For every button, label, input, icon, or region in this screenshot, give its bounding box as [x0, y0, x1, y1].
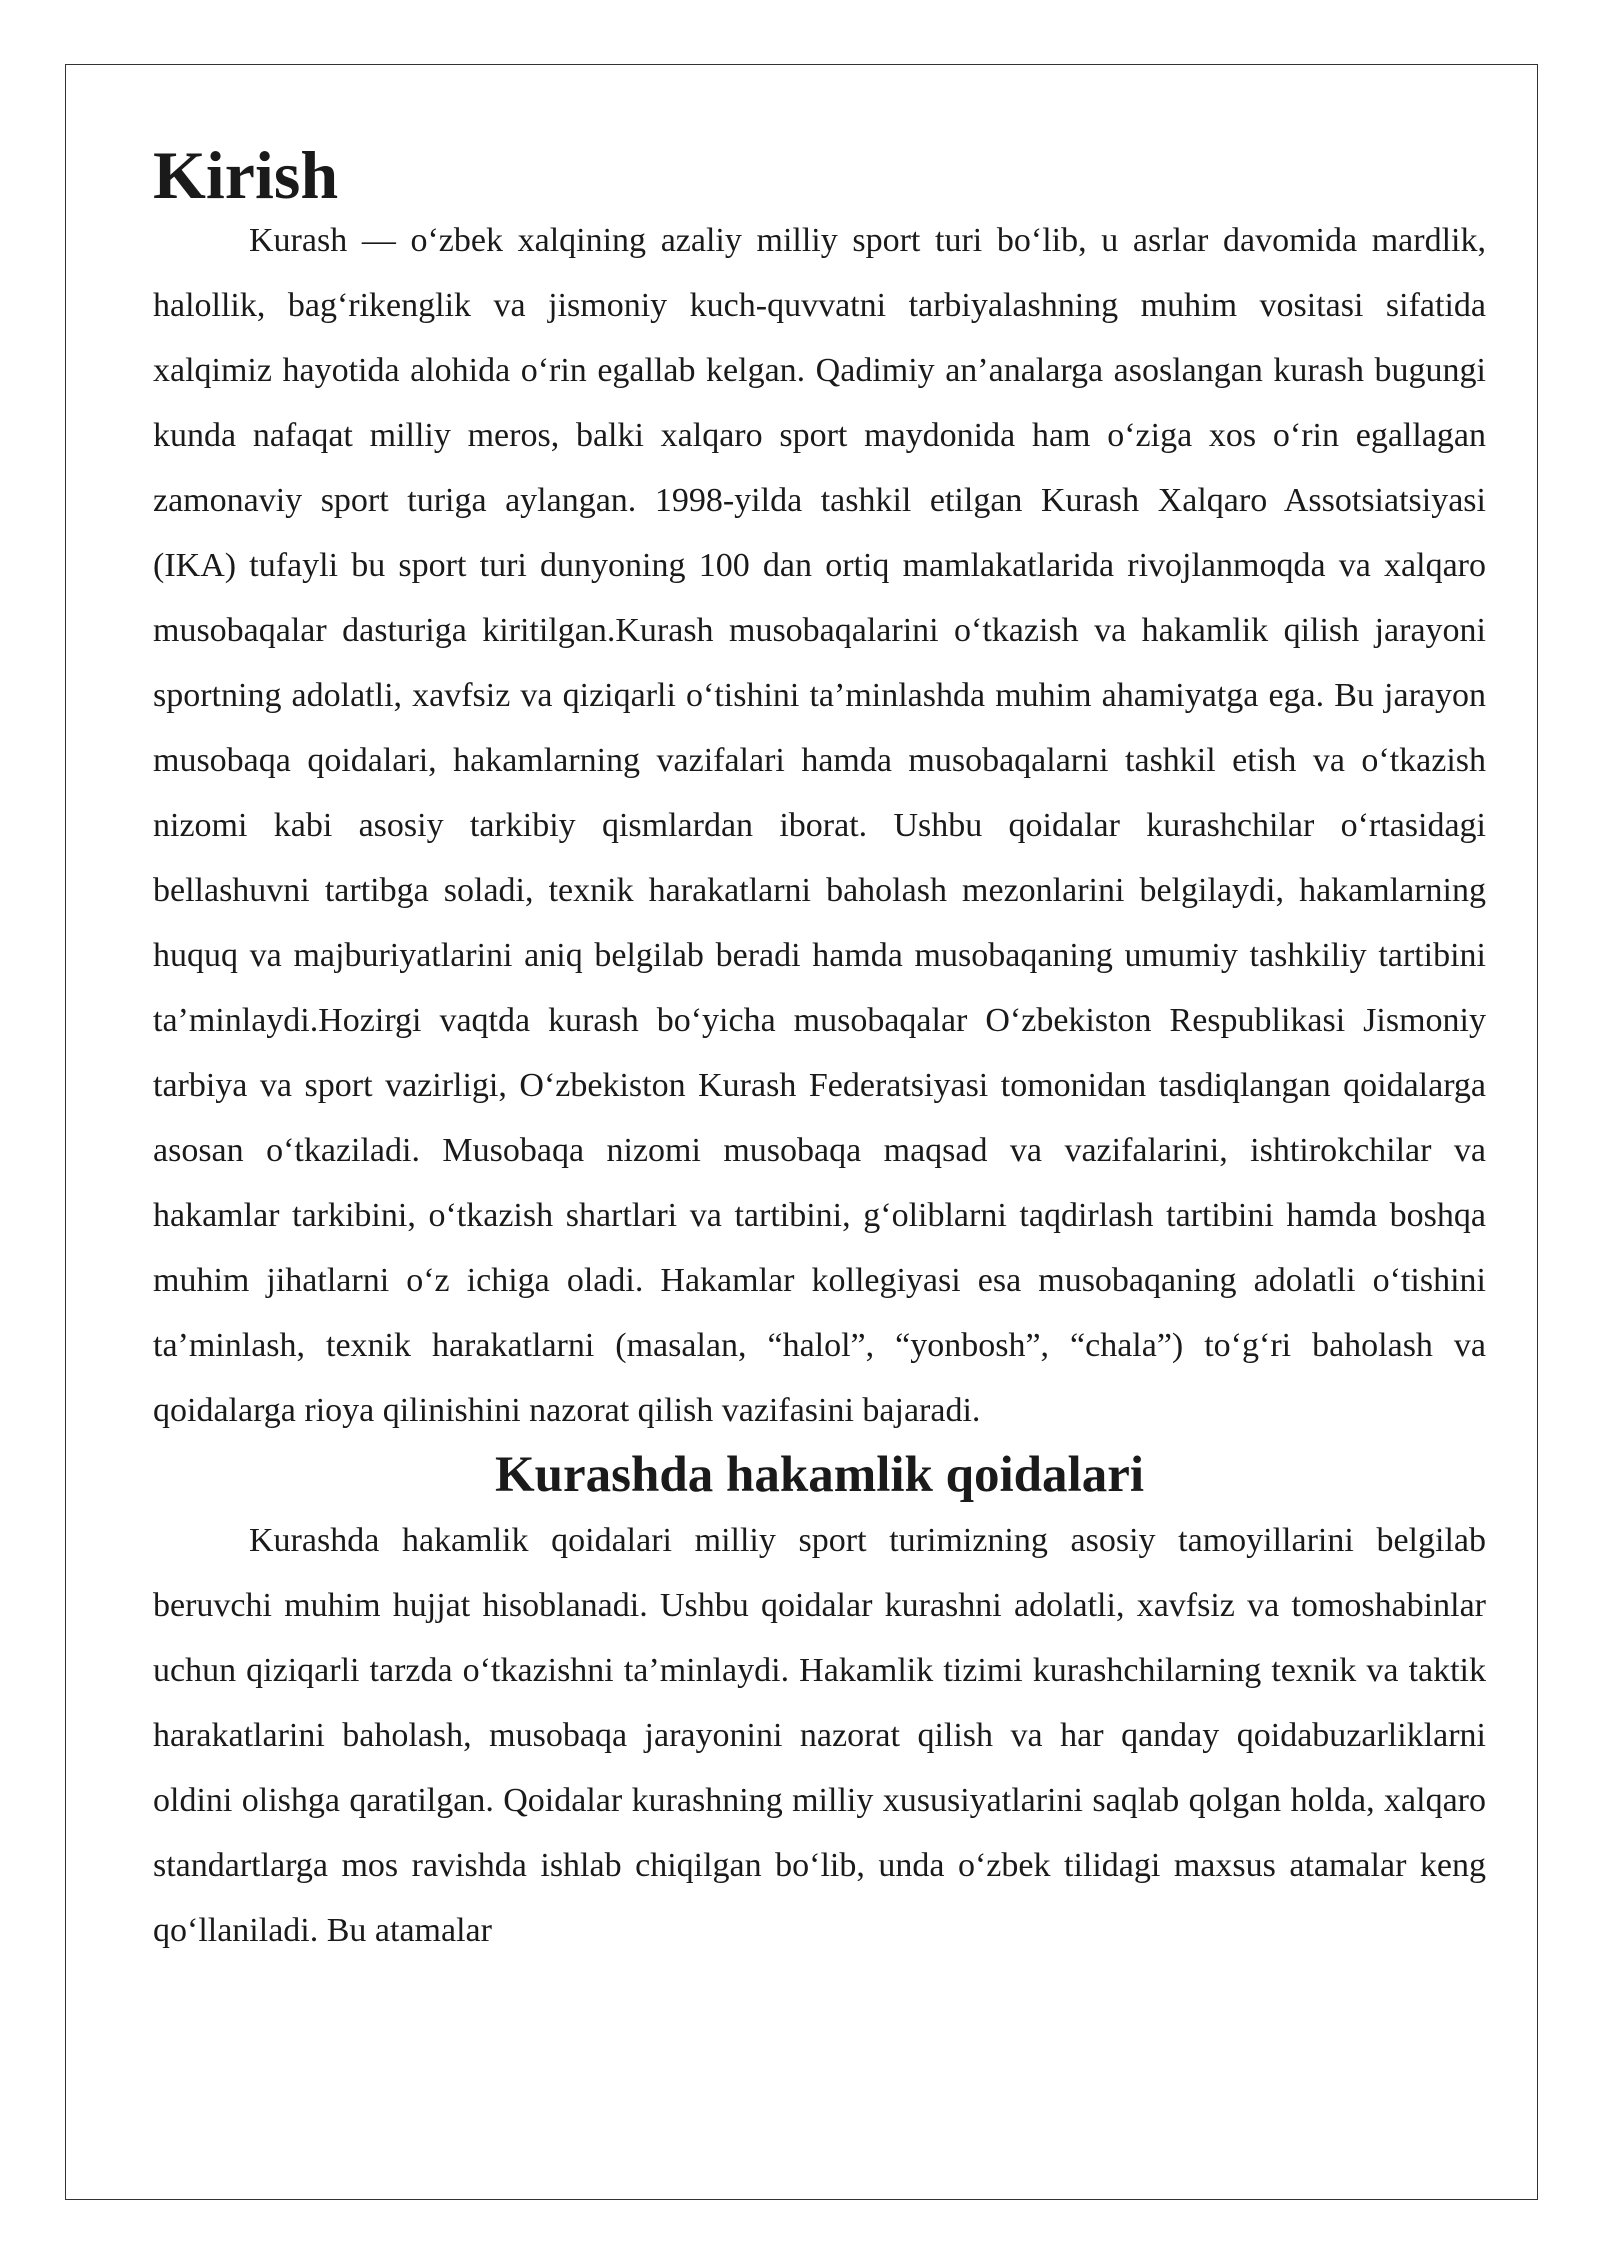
intro-heading: Kirish: [153, 137, 339, 213]
section-heading: Kurashda hakamlik qoidalari: [494, 1447, 1145, 1503]
section-paragraph: Kurashda hakamlik qoidalari milliy sport turimizning asosiy tamoyillarini belgilab beruvchi muhim hujjat hisoblanadi. Ushbu qoidalar kurashni adolatli, xavfsiz va tomoshabinlar uchun qiziqarli tarzda o‘tkazishni ta’minlaydi. Hakamlik tizimi kurashchilarning texnik va taktik harakatlarini baholash, musobaqa jarayonini nazorat qilish va har qanday qoidabuzarliklarni oldini olishga qaratilgan. Qoidalar kurashning milliy xususiyatlarini saqlab qolgan holda, xalqaro standartlarga mos ravishda ishlab chiqilgan bo‘lib, unda o‘zbek tilidagi maxsus atamalar keng qo‘llaniladi. Bu atamalar: [153, 1522, 1486, 1949]
document-body: [153, 137, 1486, 1963]
intro-paragraph: Kurash — o‘zbek xalqining azaliy milliy sport turi bo‘lib, u asrlar davomida mardlik, halollik, bag‘rikenglik va jismoniy kuch-quvvatni tarbiyalashning muhim vositasi sifatida xalqimiz hayotida alohida o‘rin egallab kelgan. Qadimiy an’analarga asoslangan kurash bugungi kunda nafaqat milliy meros, balki xalqaro sport maydonida ham o‘ziga xos o‘rin egallagan zamonaviy sport turiga aylangan. 1998-yilda tashkil etilgan Kurash Xalqaro Assotsiatsiyasi (IKA) tufayli bu sport turi dunyoning 100 dan ortiq mamlakatlarida rivojlanmoqda va xalqaro musobaqalar dasturiga kiritilgan.Kurash musobaqalarini o‘tkazish va hakamlik qilish jarayoni sportning adolatli, xavfsiz va qiziqarli o‘tishini ta’minlashda muhim ahamiyatga ega. Bu jarayon musobaqa qoidalari, hakamlarning vazifalari hamda musobaqalarni tashkil etish va o‘tkazish nizomi kabi asosiy tarkibiy qismlardan iborat. Ushbu qoidalar kurashchilar o‘rtasidagi bellashuvni tartibga soladi, texnik harakatlarni baholash mezonlarini belgilaydi, hakamlarning huquq va majburiyatlarini aniq belgilab beradi hamda musobaqaning umumiy tashkiliy tartibini ta’minlaydi.Hozirgi vaqtda kurash bo‘yicha musobaqalar O‘zbekiston Respublikasi Jismoniy tarbiya va sport vazirligi, O‘zbekiston Kurash Federatsiyasi tomonidan tasdiqlangan qoidalarga asosan o‘tkaziladi. Musobaqa nizomi musobaqa maqsad va vazifalarini, ishtirokchilar va hakamlar tarkibini, o‘tkazish shartlari va tartibini, g‘oliblarni taqdirlash tartibini hamda boshqa muhim jihatlarni o‘z ichiga oladi. Hakamlar kollegiyasi esa musobaqaning adolatli o‘tishini ta’minlash, texnik harakatlarni (masalan, “halol”, “yonbosh”, “chala”) to‘g‘ri baholash va qoidalarga rioya qilinishini nazorat qilish vazifasini bajaradi.: [153, 222, 1486, 1429]
